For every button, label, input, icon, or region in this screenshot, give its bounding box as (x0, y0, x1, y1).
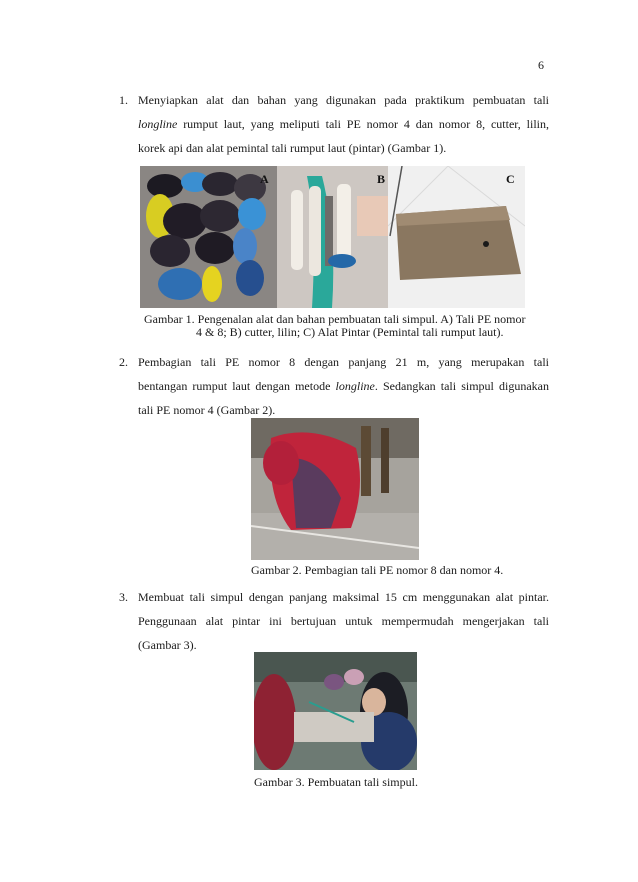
item-2-line-3: tali PE nomor 4 (Gambar 2). (138, 403, 276, 417)
item-1-line-3: korek api dan alat pemintal tali rumput laut (pintar) (Gambar 1). (138, 141, 447, 155)
list-number: 1. (119, 93, 128, 107)
panel-b-photo (277, 166, 388, 308)
rope-bundles-illustration (140, 166, 277, 308)
panel-label-b: B (377, 172, 386, 186)
making-knots-illustration (254, 652, 417, 770)
item-2-line-1: Pembagian tali PE nomor 8 dengan panjang 21 m, yang merupakan tali (138, 355, 549, 369)
list-item-2 (119, 350, 549, 422)
item-3-line-1: Membuat tali simpul dengan panjang maksimal 15 cm menggunakan alat pintar. (138, 590, 549, 604)
figure-2-caption: Gambar 2. Pembagian tali PE nomor 8 dan nomor 4. (251, 563, 504, 577)
panel-c-photo (388, 166, 525, 308)
item-2-line-2-pre: bentangan rumput laut dengan metode (138, 379, 336, 393)
figure-1-photo (140, 166, 525, 308)
item-1-line-2 (138, 112, 549, 136)
figure-1-caption-line-1: Gambar 1. Pengenalan alat dan bahan pembuatan tali simpul. A) Tali PE nomor (144, 312, 526, 326)
panel-a-photo (140, 166, 277, 308)
figure-1-caption-line-2: 4 & 8; B) cutter, lilin; C) Alat Pintar (Pemintal tali rumput laut). (196, 325, 504, 339)
panel-label-c: C (506, 172, 515, 186)
cutter-candles-illustration (277, 166, 388, 308)
item-2-line-2 (138, 374, 549, 398)
figure-2-photo (251, 418, 419, 560)
panel-label-a: A (260, 172, 269, 186)
item-1-line-1: Menyiapkan alat dan bahan yang digunakan pada praktikum pembuatan tali (138, 93, 549, 107)
item-3-line-2: Penggunaan alat pintar ini bertujuan untuk mempermudah mengerjakan tali (138, 614, 549, 628)
list-number: 3. (119, 590, 128, 604)
item-1-line-2-rest: rumput laut, yang meliputi tali PE nomor 4 dan nomor 8, cutter, lilin, (177, 117, 549, 131)
item-3-line-3: (Gambar 3). (138, 638, 197, 652)
list-item-3 (119, 585, 549, 657)
figure-3-caption: Gambar 3. Pembuatan tali simpul. (254, 775, 418, 789)
figure-3-photo (254, 652, 417, 770)
pintar-tool-illustration (388, 166, 525, 308)
italic-term: longline (138, 117, 178, 131)
page-number: 6 (538, 58, 544, 72)
list-number: 2. (119, 355, 128, 369)
list-item-1 (119, 88, 549, 160)
measuring-rope-illustration (251, 418, 419, 560)
item-2-line-2-post: . Sedangkan tali simpul digunakan (374, 379, 549, 393)
italic-term: longline (335, 379, 375, 393)
